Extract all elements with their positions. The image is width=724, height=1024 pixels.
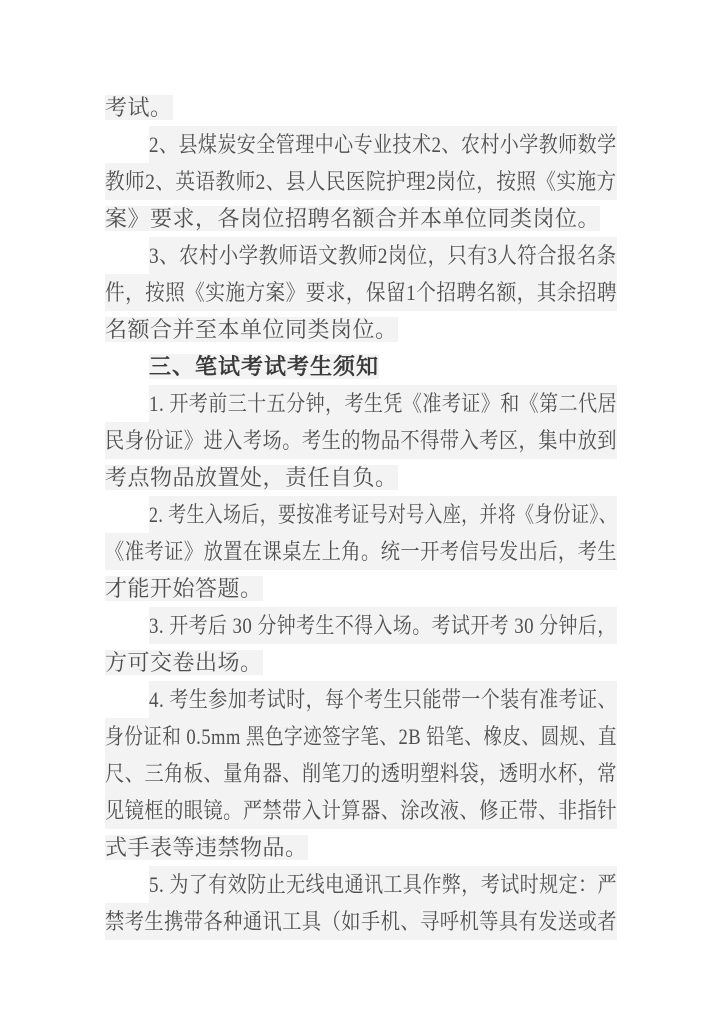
notice-1 [105, 385, 617, 496]
text-run: 考试。 [105, 95, 173, 120]
text-line [105, 459, 617, 496]
text-run: 禁考生携带各种通讯工具（如手机、寻呼机等具有发送或者 [105, 903, 617, 940]
section-heading [105, 348, 617, 385]
document-body [105, 89, 617, 940]
text-run: 式手表等违禁物品。 [105, 835, 308, 860]
text-line [105, 163, 617, 200]
text-line [105, 644, 617, 681]
text-run: 教师2、英语教师2、县人民医院护理2岗位，按照《实施方 [105, 163, 617, 200]
text-line [105, 570, 617, 607]
text-line [105, 311, 617, 348]
text-run: 3、农村小学教师语文教师2岗位，只有3人符合报名条 [149, 237, 617, 274]
text-run: 3. 开考后 30 分钟考生不得入场。考试开考 30 分钟后， [149, 607, 617, 644]
notice-5 [105, 866, 617, 940]
notice-2 [105, 496, 617, 607]
text-run: 考点物品放置处，责任自负。 [105, 465, 398, 490]
text-run: 2. 考生入场后，要按准考证号对号入座，并将《身份证》、 [149, 496, 617, 533]
notice-4 [105, 681, 617, 866]
text-line [105, 903, 617, 940]
text-line [105, 829, 617, 866]
text-line [105, 422, 617, 459]
text-run: 才能开始答题。 [105, 576, 263, 601]
text-line [105, 274, 617, 311]
notice-3 [105, 607, 617, 681]
text-line [105, 496, 617, 533]
text-line [105, 718, 617, 755]
text-run: 身份证和 0.5mm 黑色字迹签字笔、2B 铅笔、橡皮、圆规、直 [105, 718, 617, 755]
item-3 [105, 237, 617, 348]
text-line [105, 385, 617, 422]
text-line [105, 866, 617, 903]
text-run: 《准考证》放置在课桌左上角。统一开考信号发出后，考生 [105, 533, 617, 570]
text-run: 方可交卷出场。 [105, 650, 263, 675]
text-run: 1. 开考前三十五分钟，考生凭《准考证》和《第二代居 [149, 385, 617, 422]
text-run: 4. 考生参加考试时，每个考生只能带一个装有准考证、 [149, 681, 617, 718]
text-line [105, 533, 617, 570]
text-line [105, 607, 617, 644]
text-line [105, 237, 617, 274]
text-line [105, 126, 617, 163]
text-line [105, 792, 617, 829]
text-run: 2、县煤炭安全管理中心专业技术2、农村小学教师数学 [149, 126, 617, 163]
section-heading [105, 348, 617, 385]
text-run: 三、笔试考试考生须知 [149, 354, 380, 379]
text-line [105, 755, 617, 792]
text-run: 案》要求，各岗位招聘名额合并本单位同类岗位。 [105, 206, 601, 231]
text-run: 5. 为了有效防止无线电通讯工具作弊，考试时规定：严 [149, 866, 617, 903]
text-line [105, 200, 617, 237]
item-2 [105, 126, 617, 237]
paragraph-tail [105, 89, 617, 126]
text-run: 名额合并至本单位同类岗位。 [105, 317, 398, 342]
text-run: 民身份证》进入考场。考生的物品不得带入考区，集中放到 [105, 422, 617, 459]
text-run: 见镜框的眼镜。严禁带入计算器、涂改液、修正带、非指针 [105, 792, 617, 829]
text-run: 尺、三角板、量角器、削笔刀的透明塑料袋，透明水杯，常 [105, 755, 617, 792]
text-line [105, 89, 617, 126]
text-run: 件，按照《实施方案》要求，保留1个招聘名额，其余招聘 [105, 274, 617, 311]
text-line [105, 681, 617, 718]
